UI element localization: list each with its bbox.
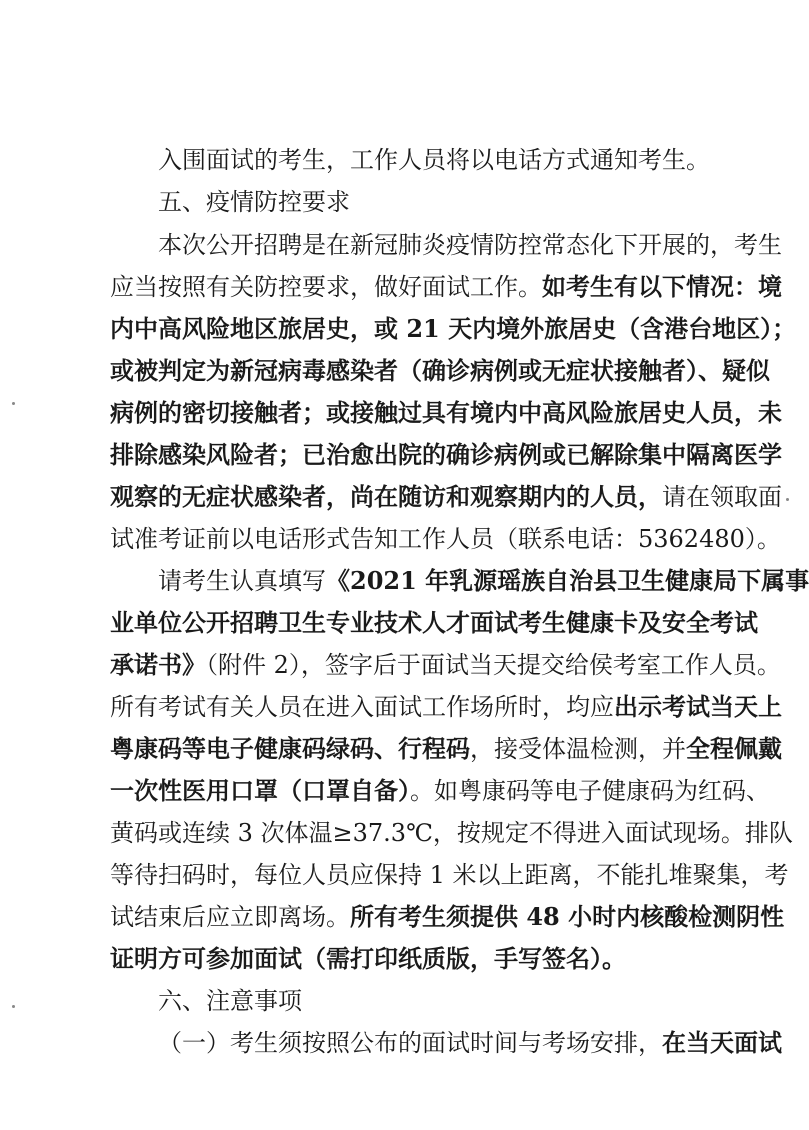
text-line-7 xyxy=(110,397,782,429)
text-line-6 xyxy=(110,355,770,387)
text-line-10 xyxy=(110,523,781,555)
text-segment: 。如粤康码等电子健康码为红码、 xyxy=(410,777,770,805)
text-segment: 等待扫码时，每位人员应保持 1 米以上距离，不能扎堆聚集，考 xyxy=(110,861,789,889)
text-segment: （附件 2），签字后于面试当天提交给侯考室工作人员。 xyxy=(206,651,781,679)
text-segment: 六、注意事项 xyxy=(158,987,302,1015)
text-line-19 xyxy=(110,901,785,933)
bold-text-segment: 观察的无症状感染者，尚在随访和观察期内的人员， xyxy=(110,482,662,511)
text-segment: 所有考试有关人员在进入面试工作场所时，均应 xyxy=(110,693,614,721)
text-segment: 黄码或连续 3 次体温≥37.3℃，按规定不得进入面试现场。排队 xyxy=(110,819,793,847)
text-line-17 xyxy=(110,817,793,849)
bold-text-segment: 内中高风险地区旅居史，或 21 天内境外旅居史（含港台地区）； xyxy=(110,314,797,343)
section-heading-5 xyxy=(158,186,700,218)
text-segment: 本次公开招聘是在新冠肺炎疫情防控常态化下开展的，考生 xyxy=(158,231,782,259)
text-segment: 五、疫情防控要求 xyxy=(158,188,350,216)
bold-text-segment: 证明方可参加面试（需打印纸质版，手写签名）。 xyxy=(110,944,626,973)
bold-text-segment: 所有考生须提供 48 小时内核酸检测阴性 xyxy=(350,902,785,931)
text-line-5 xyxy=(110,313,797,345)
bold-text-segment: 一次性医用口罩（口罩自备） xyxy=(110,776,410,805)
bold-text-segment: 如考生有以下情况：境 xyxy=(542,272,782,301)
text-line-8 xyxy=(110,439,782,471)
text-segment: ，接受体温检测，并 xyxy=(470,735,686,763)
bold-text-segment: 或被判定为新冠病毒感染者（确诊病例或无症状接触者）、疑似 xyxy=(110,356,770,385)
text-line-9 xyxy=(110,481,782,513)
scan-mark xyxy=(12,402,15,405)
bold-text-segment: 出示考试当天上 xyxy=(614,692,782,721)
text-line-16 xyxy=(110,775,770,807)
text-line-11 xyxy=(158,565,809,597)
text-line-18 xyxy=(110,859,789,891)
text-line-14 xyxy=(110,691,782,723)
text-line-22 xyxy=(158,1027,782,1059)
text-line-3 xyxy=(158,229,782,261)
bold-text-segment: 在当天面试 xyxy=(662,1028,782,1057)
text-line-15 xyxy=(110,733,782,765)
text-segment: 请在领取面 xyxy=(662,483,782,511)
text-segment: （一）考生须按照公布的面试时间与考场安排， xyxy=(158,1029,662,1057)
bold-text-segment: 《2021 年乳源瑶族自治县卫生健康局下属事 xyxy=(326,566,809,595)
text-segment: 试准考证前以电话形式告知工作人员（联系电话：5362480）。 xyxy=(110,525,781,553)
text-segment: 入围面试的考生，工作人员将以电话方式通知考生。 xyxy=(158,146,710,174)
bold-text-segment: 业单位公开招聘卫生专业技术人才面试考生健康卡及安全考试 xyxy=(110,608,758,637)
scan-mark xyxy=(786,498,789,501)
text-line-13 xyxy=(110,649,781,681)
text-line-1 xyxy=(158,144,710,176)
text-line-12 xyxy=(110,607,758,639)
text-segment: 试结束后应立即离场。 xyxy=(110,903,350,931)
bold-text-segment: 粤康码等电子健康码绿码、行程码 xyxy=(110,734,470,763)
section-heading-6 xyxy=(158,985,700,1017)
bold-text-segment: 病例的密切接触者；或接触过具有境内中高风险旅居史人员，未 xyxy=(110,398,782,427)
scan-mark xyxy=(12,1005,15,1008)
bold-text-segment: 承诺书》 xyxy=(110,650,206,679)
bold-text-segment: 排除感染风险者；已治愈出院的确诊病例或已解除集中隔离医学 xyxy=(110,440,782,469)
text-line-20 xyxy=(110,943,700,975)
text-line-4 xyxy=(110,271,782,303)
text-segment: 应当按照有关防控要求，做好面试工作。 xyxy=(110,273,542,301)
bold-text-segment: 全程佩戴 xyxy=(686,734,782,763)
text-segment: 请考生认真填写 xyxy=(158,567,326,595)
